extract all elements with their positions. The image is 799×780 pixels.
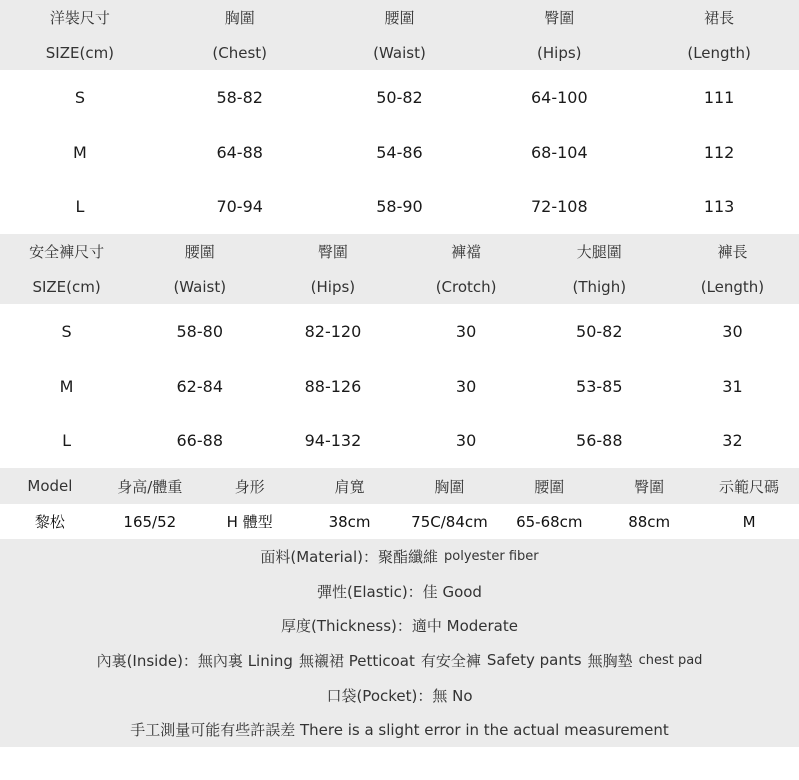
header-cell: (Length) [687, 43, 751, 62]
shorts-size-table [0, 234, 799, 468]
inside-note [0, 643, 799, 678]
value-cell: 32 [722, 431, 743, 451]
table-row [0, 413, 799, 468]
header-cell: 裙長 [704, 9, 735, 27]
header-cell: 肩寬 [334, 477, 365, 496]
value-cell: 58-82 [216, 87, 263, 107]
header-cell: 臀圍 [544, 9, 575, 27]
model-name: 黎松 [34, 513, 65, 532]
value-cell: 30 [722, 321, 743, 341]
value-cell: 112 [703, 142, 735, 162]
header-cell: (Waist) [373, 43, 426, 62]
value-cell: 30 [455, 321, 477, 341]
header-cell: 腰圍 [184, 243, 215, 262]
value-cell: 53-85 [576, 376, 623, 396]
shorts-header-en [0, 269, 799, 304]
header-cell: (Hips) [310, 277, 356, 296]
table-row [0, 504, 799, 539]
dress-size-table [0, 0, 799, 234]
header-cell: (Thigh) [572, 277, 627, 296]
value-cell: 70-94 [216, 197, 263, 217]
value-cell: 65-68cm [516, 512, 583, 531]
value-cell: 68-104 [530, 142, 588, 162]
header-cell: (Hips) [537, 43, 582, 62]
size-cell: S [61, 321, 72, 341]
header-cell: (Chest) [212, 43, 267, 62]
size-cell: M [59, 376, 74, 396]
inside-safety: 有安全褲 [420, 651, 481, 670]
value-cell: 50-82 [576, 321, 623, 341]
header-cell: 褲襠 [451, 243, 482, 262]
value-cell: 31 [722, 376, 743, 396]
header-cell: SIZE(cm) [32, 277, 101, 296]
elastic-note: 彈性(Elastic)：佳 Good [317, 582, 482, 601]
material-note [0, 539, 799, 574]
header-cell: (Waist) [173, 277, 227, 296]
inside-pad: 無胸墊 [587, 651, 633, 670]
table-row [0, 304, 799, 359]
size-cell: L [75, 197, 85, 217]
header-cell: (Crotch) [435, 277, 497, 296]
value-cell: 94-132 [304, 431, 362, 451]
thickness-note: 厚度(Thickness)：適中 Moderate [281, 617, 518, 636]
header-cell: 臀圍 [317, 243, 348, 262]
inside-petticoat: 無襯裙 Petticoat [298, 651, 415, 670]
header-cell: (Length) [700, 277, 765, 296]
value-cell: 50-82 [376, 87, 423, 107]
table-row [0, 179, 799, 234]
header-cell: Model [27, 477, 73, 496]
size-cell: M [72, 142, 87, 162]
value-cell: 58-80 [176, 321, 223, 341]
dress-header-cn [0, 0, 799, 35]
material-label: 面料(Material)：聚酯纖維 [260, 547, 438, 566]
table-row [0, 70, 799, 125]
size-cell: S [74, 87, 85, 107]
value-cell: 88-126 [304, 376, 362, 396]
value-cell: 82-120 [304, 321, 362, 341]
header-cell: 腰圍 [384, 9, 415, 27]
material-value: polyester fiber [444, 548, 539, 564]
model-table [0, 468, 799, 539]
inside-label: 內裏(Inside)：無內裏 Lining [96, 651, 293, 670]
header-cell: SIZE(cm) [45, 43, 115, 62]
value-cell: 58-90 [376, 197, 423, 217]
inside-pad-en: chest pad [638, 652, 703, 668]
header-cell: 洋裝尺寸 [49, 9, 110, 27]
pocket-note: 口袋(Pocket)：無 No [326, 686, 473, 705]
header-cell: 褲長 [717, 243, 748, 262]
product-notes [0, 539, 799, 747]
error-note: 手工測量可能有些許誤差 There is a slight error in the actual measurement [130, 721, 669, 740]
header-cell: 安全褲尺寸 [29, 243, 105, 262]
value-cell: 165/52 [123, 512, 177, 531]
header-cell: 腰圍 [534, 477, 565, 496]
value-cell: 66-88 [176, 431, 223, 451]
size-cell: L [62, 431, 72, 451]
value-cell: 72-108 [530, 197, 588, 217]
shorts-header-cn [0, 234, 799, 269]
header-cell: 示範尺碼 [719, 477, 780, 496]
value-cell: 30 [455, 376, 477, 396]
table-row [0, 359, 799, 414]
table-row [0, 125, 799, 180]
value-cell: 38cm [328, 512, 371, 531]
value-cell: 88cm [628, 512, 671, 531]
value-cell: H 體型 [226, 513, 273, 532]
dress-header-en [0, 35, 799, 70]
value-cell: 30 [455, 431, 477, 451]
header-cell: 胸圍 [224, 9, 255, 27]
value-cell: 56-88 [576, 431, 623, 451]
value-cell: 62-84 [176, 376, 223, 396]
value-cell: 111 [703, 87, 735, 107]
inside-safety-en: Safety pants [486, 651, 582, 670]
value-cell: 54-86 [376, 142, 423, 162]
header-cell: 臀圍 [634, 477, 665, 496]
header-cell: 胸圍 [434, 477, 465, 496]
value-cell: 64-88 [216, 142, 263, 162]
header-cell: 身高/體重 [117, 477, 183, 496]
value-cell: 113 [703, 197, 735, 217]
header-cell: 身形 [234, 477, 265, 496]
model-header [0, 468, 799, 504]
value-cell: 64-100 [530, 87, 588, 107]
header-cell: 大腿圍 [576, 243, 622, 262]
value-cell: 75C/84cm [411, 512, 488, 531]
value-cell: M [742, 512, 756, 531]
